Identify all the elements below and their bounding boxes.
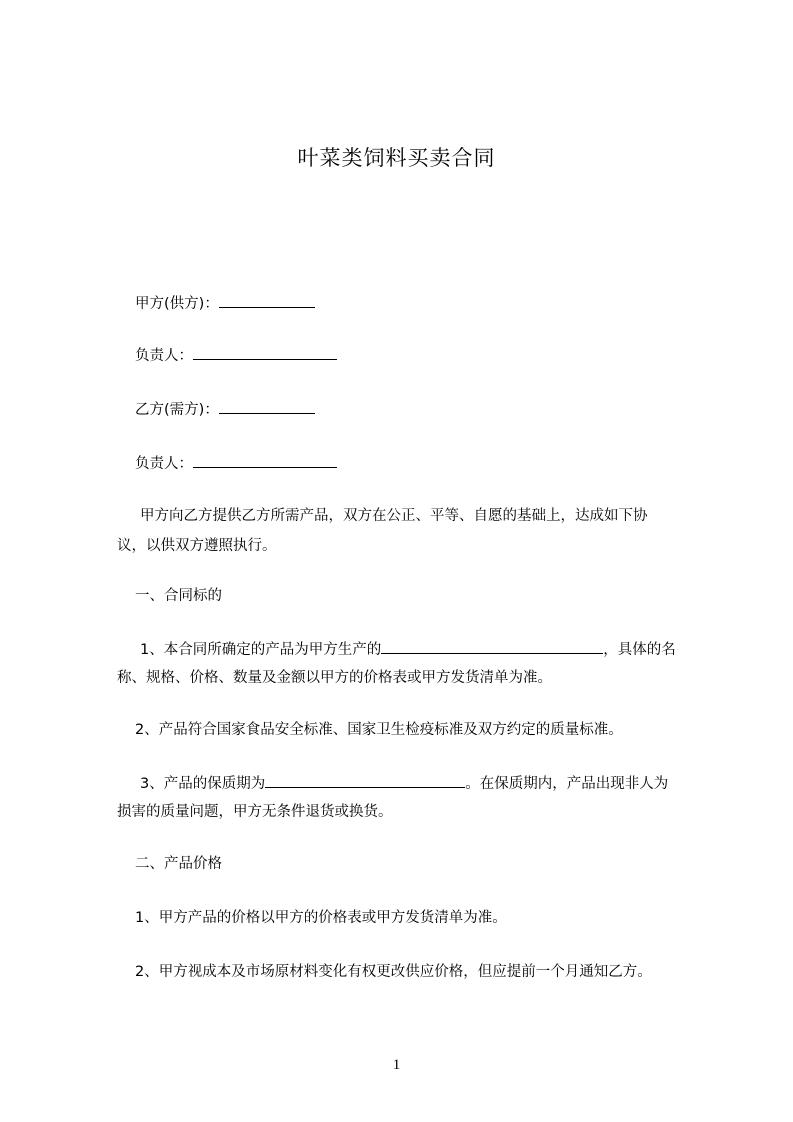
item1-3-line2: 损害的质量问题，甲方无条件退货或换货。 — [117, 804, 393, 820]
item1-1-line2: 称、规格、价格、数量及金额以甲方的价格表或甲方发货清单为准。 — [117, 670, 552, 686]
document-title: 叶菜类饲料买卖合同 — [297, 146, 496, 170]
party-b-field — [135, 398, 315, 419]
item1-3-suffix: 。在保质期内，产品出现非人为 — [465, 776, 669, 792]
item1-1-prefix: 1、本合同所确定的产品为甲方生产的 — [140, 642, 382, 658]
section1-heading: 一、合同标的 — [135, 588, 222, 604]
section2-heading: 二、产品价格 — [135, 856, 222, 872]
intro-paragraph-line2: 议，以供双方遵照执行。 — [117, 538, 277, 554]
intro-paragraph-line1: 甲方向乙方提供乙方所需产品，双方在公正、平等、自愿的基础上，达成如下协 — [140, 508, 648, 524]
item1-3-line1 — [140, 772, 668, 793]
party-a-blank — [219, 293, 315, 308]
party-b-rep-blank — [193, 453, 337, 468]
party-a-rep-label: 负责人： — [135, 348, 193, 364]
product-name-blank — [381, 639, 603, 654]
party-a-field — [135, 292, 315, 313]
item1-3-prefix: 3、产品的保质期为 — [140, 776, 266, 792]
page-number: 1 — [392, 1057, 401, 1073]
party-b-label: 乙方(需方)： — [135, 402, 219, 418]
party-b-blank — [219, 399, 315, 414]
item1-2: 2、产品符合国家食品安全标准、国家卫生检疫标准及双方约定的质量标准。 — [135, 722, 623, 738]
party-a-rep-field — [135, 344, 337, 365]
item1-1-line1 — [140, 638, 676, 659]
party-b-rep-label: 负责人： — [135, 456, 193, 472]
party-b-rep-field — [135, 452, 337, 473]
shelf-life-blank — [265, 773, 465, 788]
item2-2: 2、甲方视成本及市场原材料变化有权更改供应价格，但应提前一个月通知乙方。 — [135, 964, 652, 980]
item1-1-suffix: ，具体的名 — [603, 642, 676, 658]
party-a-label: 甲方(供方)： — [135, 296, 219, 312]
item2-1: 1、甲方产品的价格以甲方的价格表或甲方发货清单为准。 — [135, 910, 507, 926]
party-a-rep-blank — [193, 345, 337, 360]
